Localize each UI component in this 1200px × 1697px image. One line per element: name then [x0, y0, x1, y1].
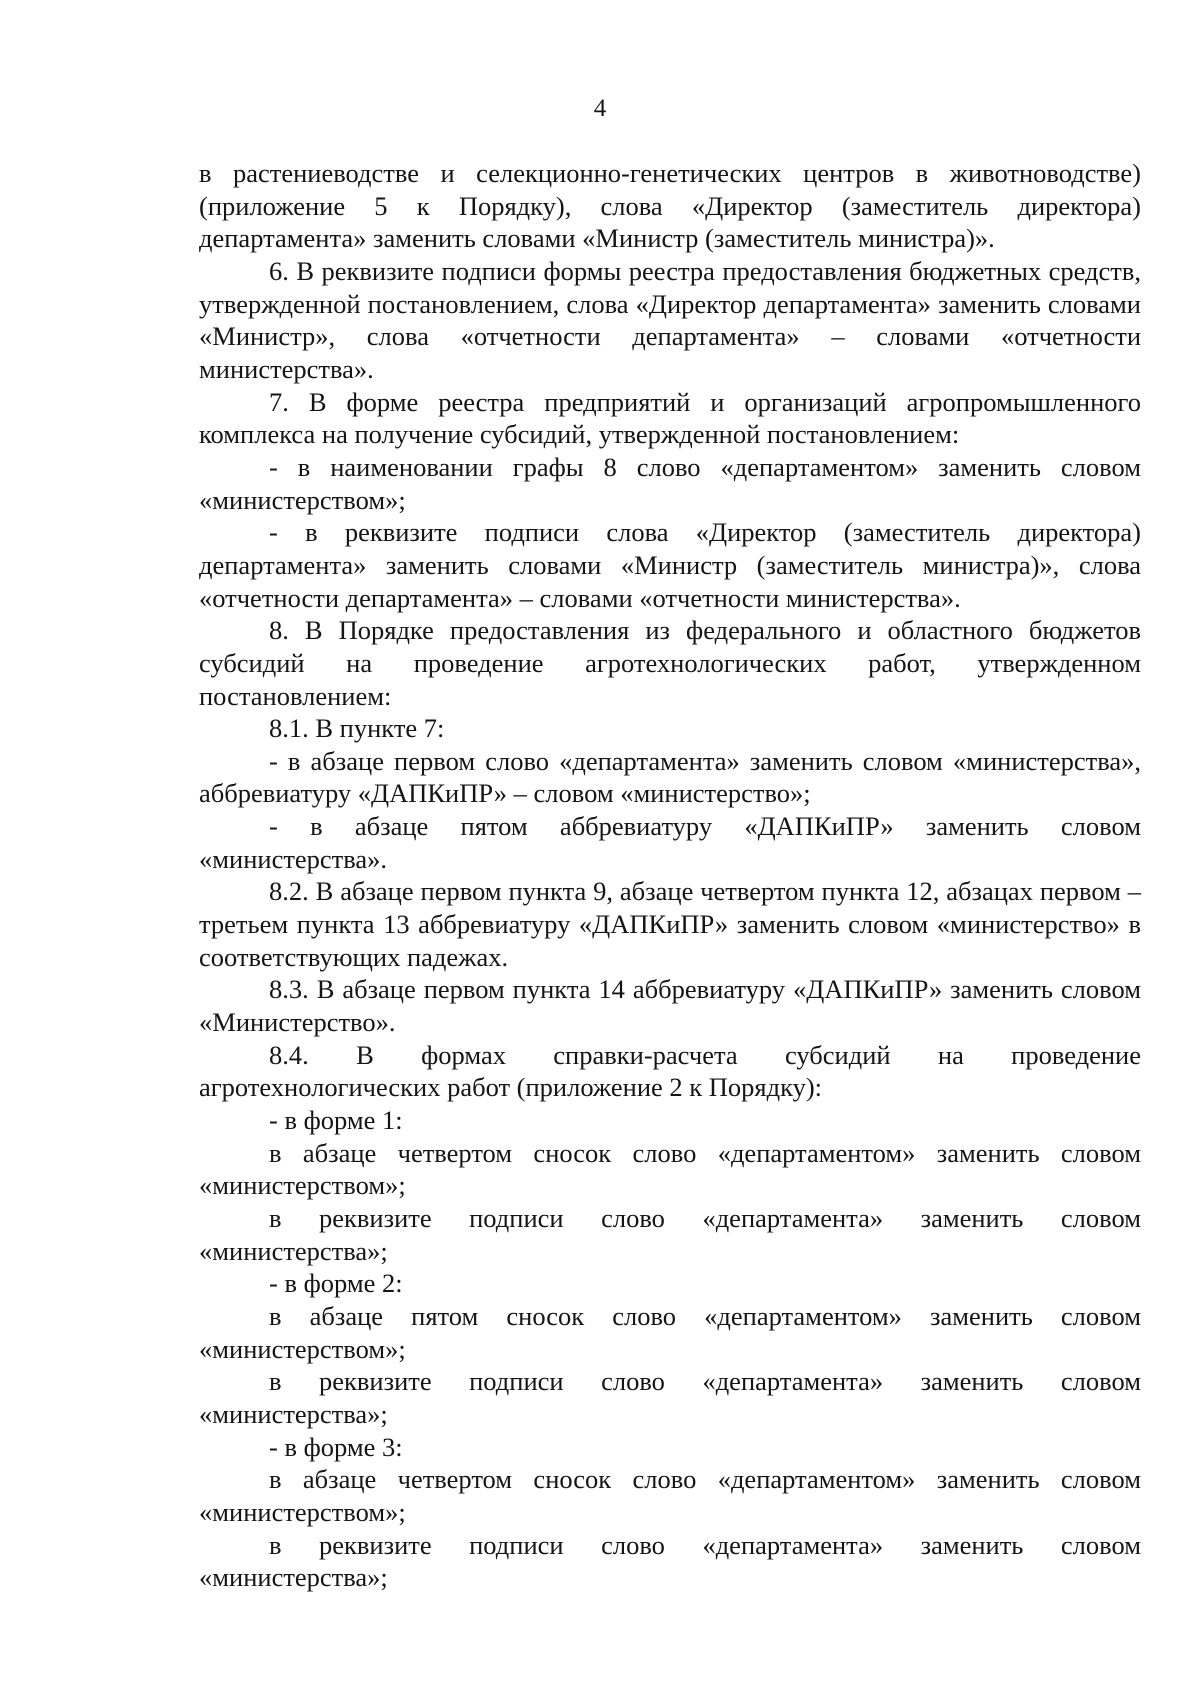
paragraph: в абзаце пятом сносок слово «департаментом» заменить словом «министерством»;	[199, 1300, 1141, 1364]
paragraph: в реквизите подписи слово «департамента» заменить словом «министерства»;	[199, 1203, 1141, 1266]
list-item: - в абзаце пятом аббревиатуру «ДАПКиПР» заменить словом «министерства».	[199, 811, 1141, 874]
paragraph: в растениеводстве и селекционно-генетических центров в животноводстве) (приложение 5 к Порядку), слова «Директор (заместитель директора) департамента» заменить словами «Министр (заместитель министра)».	[199, 158, 1141, 254]
subsection-heading: 8.1. В пункте 7:	[269, 713, 445, 744]
paragraph: 7. В форме реестра предприятий и организаций агропромышленного комплекса на получение субсидий, утвержденной постановлением:	[199, 386, 1141, 450]
paragraph: в реквизите подписи слово «департамента» заменить словом «министерства»;	[199, 1366, 1141, 1429]
page-number: 4	[593, 95, 607, 122]
paragraph: 6. В реквизите подписи формы реестра предоставления бюджетных средств, утвержденной постановлением, слова «Директор департамента» заменить словами «Министр», слова «отчетности департамента» – словами «отчетности министерства».	[199, 255, 1141, 384]
list-item: - в реквизите подписи слова «Директор (заместитель директора) департамента» заменить словами «Министр (заместитель министра)», слова «отчетности департамента» – словами «отчетности министерства».	[199, 517, 1141, 613]
list-item: - в наименовании графы 8 слово «департаментом» заменить словом «министерством»;	[199, 451, 1141, 515]
paragraph: 8.4. В формах справки-расчета субсидий на проведение агротехнологических работ (приложение 2 к Порядку):	[199, 1039, 1141, 1103]
paragraph: в абзаце четвертом сносок слово «департаментом» заменить словом «министерством»;	[199, 1464, 1141, 1527]
document-body	[199, 157, 1141, 1594]
list-item: - в форме 1:	[269, 1105, 403, 1136]
paragraph: в реквизите подписи слово «департамента» заменить словом «министерства»;	[199, 1529, 1141, 1593]
paragraph: 8. В Порядке предоставления из федерального и областного бюджетов субсидий на проведение агротехнологических работ, утвержденном постановлением:	[199, 615, 1141, 711]
paragraph: в абзаце четвертом сносок слово «департаментом» заменить словом «министерством»;	[199, 1137, 1141, 1201]
list-item: - в форме 2:	[269, 1268, 403, 1299]
list-item: - в форме 3:	[269, 1431, 403, 1462]
paragraph: 8.2. В абзаце первом пункта 9, абзаце четвертом пункта 12, абзацах первом – третьем пункта 13 аббревиатуру «ДАПКиПР» заменить словом «министерство» в соответствующих падежах.	[199, 876, 1141, 972]
paragraph: 8.3. В абзаце первом пункта 14 аббревиатуру «ДАПКиПР» заменить словом «Министерство».	[199, 974, 1141, 1038]
list-item: - в абзаце первом слово «департамента» заменить словом «министерства», аббревиатуру «ДАПКиПР» – словом «министерство»;	[199, 745, 1141, 809]
